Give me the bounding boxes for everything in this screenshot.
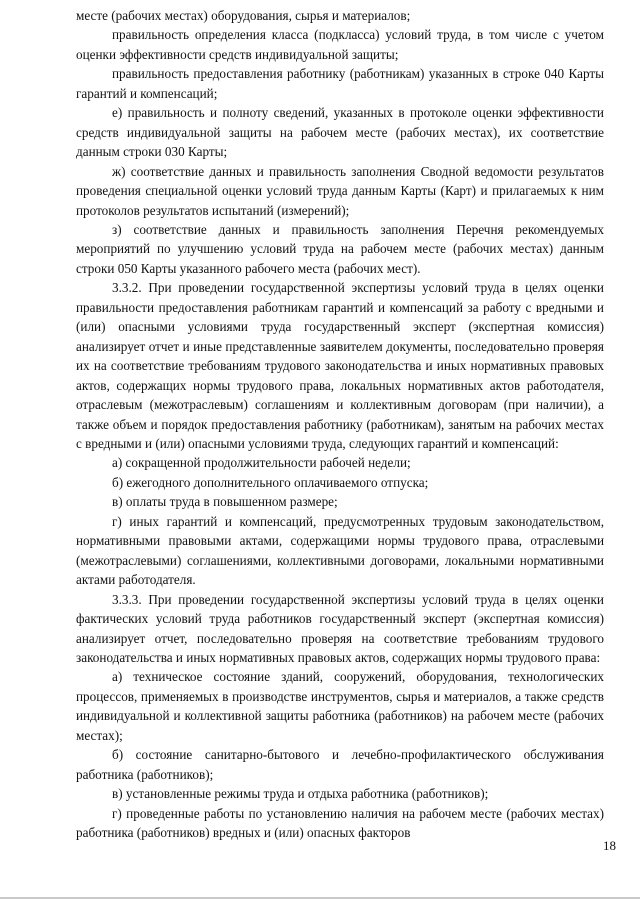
paragraph: в) установленные режимы труда и отдыха работника (работников); [112,786,489,802]
paragraph: б) состояние санитарно-бытового и лечебно-профилактического обслуживания работника (работников); [76,747,604,782]
paragraph: 3.3.2. При проведении государственной экспертизы условий труда в целях оценки правильности предоставления работникам гарантий и компенсаций за работу с вредными и (или) опасными условиями труда государственный эксперт (экспертная комиссия) анализирует отчет и иные представленные заявителем документы, последовательно проверяя их на соответствие требованиям трудового законодательства и иных нормативных правовых актов, содержащих нормы трудового права, локальных нормативных актов работодателя, отраслевым (межотраслевым) соглашениям и коллективным договорам (при наличии), а также объем и порядок предоставления работнику (работникам), занятым на рабочих местах с вредными и (или) опасными условиями труда, следующих гарантий и компенсаций: [76,280,604,451]
paragraph: ж) соответствие данных и правильность заполнения Сводной ведомости результатов проведения специальной оценки условий труда данным Карты (Карт) и прилагаемых к ним протоколов результатов испытаний (измерений); [76,163,604,218]
paragraph: в) оплаты труда в повышенном размере; [112,494,338,510]
paragraph: б) ежегодного дополнительного оплачиваемого отпуска; [112,474,429,490]
paragraph: правильность определения класса (подкласса) условий труда, в том числе с учетом оценки эффективности средств индивидуальной защиты; [76,27,604,62]
document-body [76,6,604,842]
paragraph: е) правильность и полноту сведений, указанных в протоколе оценки эффективности средств индивидуальной защиты на рабочем месте (рабочих местах), их соответствие данным строки 030 Карты; [76,105,604,160]
paragraph: г) иных гарантий и компенсаций, предусмотренных трудовым законодательством, нормативными правовыми актами, содержащими нормы трудового права, отраслевыми (межотраслевыми) соглашениями, коллективными договорами, локальными нормативными актами работодателя. [76,513,604,588]
paragraph: 3.3.3. При проведении государственной экспертизы условий труда в целях оценки фактических условий труда работников государственный эксперт (экспертная комиссия) анализирует отчет, последовательно проверяя на соответствие требованиям трудового законодательства и иных нормативных правовых актов, содержащих нормы трудового права: [76,591,604,665]
paragraph: месте (рабочих местах) оборудования, сырья и материалов; [76,8,411,23]
page-number: 18 [603,838,616,853]
paragraph: з) соответствие данных и правильность заполнения Перечня рекомендуемых мероприятий по улучшению условий труда на рабочем месте (рабочих местах) данным строки 050 Карты указанного рабочего места (рабочих мест). [76,221,604,276]
paragraph: а) техническое состояние зданий, сооружений, оборудования, технологических процессов, применяемых в производстве инструментов, сырья и материалов, а также средств индивидуальной и коллективной защиты работника (работников) на рабочем месте (рабочих местах); [76,669,604,743]
paragraph: правильность предоставления работнику (работникам) указанных в строке 040 Карты гарантий и компенсаций; [76,66,604,101]
paragraph: а) сокращенной продолжительности рабочей недели; [112,455,411,471]
paragraph: г) проведенные работы по установлению наличия на рабочем месте (рабочих местах) работника (работников) вредных и (или) опасных факторов [76,805,604,841]
page-bottom-edge [0,897,640,899]
